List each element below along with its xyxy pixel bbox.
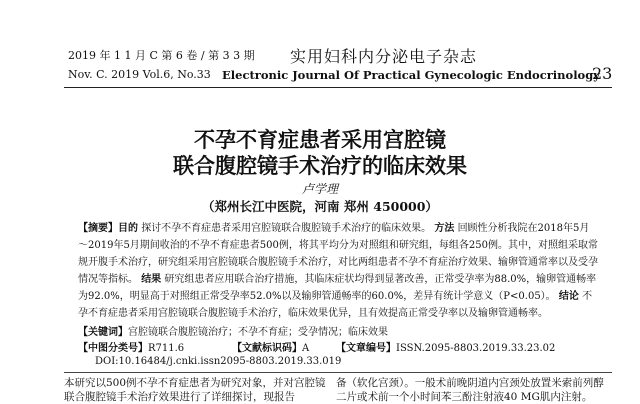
body-text-left: 本研究以500例不孕不育症患者为研究对象，并对宫腔镜联合腹腔镜手术治疗效果进行了详细探讨，现报告 (64, 377, 326, 403)
header-divider (64, 87, 612, 88)
abstract (78, 220, 598, 322)
conclusion-text: 不孕不育症患者采用宫腔镜联合腹腔镜手术治疗，临床效果优异，且有效提高正常受孕率以及输卵管通畅率。 (78, 291, 593, 319)
author: 卢学理 (301, 182, 338, 196)
keywords-label: 【关键词】 (78, 327, 128, 338)
body-text-right: 备（软化宫颈）。一般术前晚阴道内宫颈处放置米索前列醇二片或术前一个小时间苯三酚注射液40 MG肌内注射。 (336, 377, 604, 403)
result-label: 结果 (141, 274, 162, 285)
conclusion-label: 结论 (558, 291, 579, 302)
clc-number (78, 339, 184, 354)
article-title-line-2: 联合腹腔镜手术治疗的临床效果 (173, 154, 467, 178)
doc-code-value: A (302, 343, 310, 354)
article-no-label: 【文章编号】 (336, 343, 396, 354)
issue-info-en: Nov. C. 2019 Vol.6, No.33 (68, 68, 211, 81)
result-text: 研究组患者应用联合治疗措施，其临床症状均得到显著改善，正常受孕率为88.0%，输卵管通畅率为92.0%，明显高于对照组正常受孕率52.0%以及输卵管通畅率的60.0%，差异有统计学意义（P<0.05）。 (78, 274, 597, 302)
body-divider (64, 372, 612, 373)
abstract-label: 【摘要】 (78, 223, 118, 234)
method-text: 回顾性分析我院在2018年5月～2019年5月期间收治的不孕不育症患者500例，将其平均分为对照组和研究组，每组各250例。其中，对照组采取常规开腹手术治疗，研究组采用宫腔镜联合腹腔镜手术治疗，对比两组患者不孕不育症治疗效果、输卵管通常率以及受孕情况等指标。 (78, 223, 598, 285)
method-label: 方法 (434, 223, 455, 234)
clc-value: R711.6 (148, 343, 185, 354)
purpose-label: 目的 (118, 223, 138, 234)
doc-code-label: 【文献标识码】 (232, 343, 302, 354)
document-code (232, 339, 309, 354)
article-title-line-1: 不孕不育症患者采用宫腔镜 (194, 128, 446, 152)
purpose-text: 探讨不孕不育症患者采用宫腔镜联合腹腔镜手术治疗的临床效果。 (141, 223, 432, 234)
page-number: 23 (592, 64, 613, 83)
keywords-text: 宫腔镜联合腹腔镜治疗；不孕不育症；受孕情况；临床效果 (128, 327, 388, 338)
journal-title-cn: 实用妇科内分泌电子杂志 (290, 47, 478, 66)
issue-info-cn: 2019 年 1 1 月 C 第 6 卷 / 第 3 3 期 (68, 49, 255, 62)
affiliation: （郑州长江中医院，河南 郑州 450000） (202, 199, 438, 214)
article-number (336, 339, 555, 354)
keywords (78, 323, 388, 338)
clc-label: 【中图分类号】 (78, 343, 148, 354)
journal-title-en: Electronic Journal Of Practical Gynecologic Endocrinology (222, 68, 600, 82)
article-no-value: ISSN.2095-8803.2019.33.23.02 (396, 343, 556, 354)
doi: DOI:10.16484/j.cnki.issn2095-8803.2019.33.019 (95, 356, 342, 367)
